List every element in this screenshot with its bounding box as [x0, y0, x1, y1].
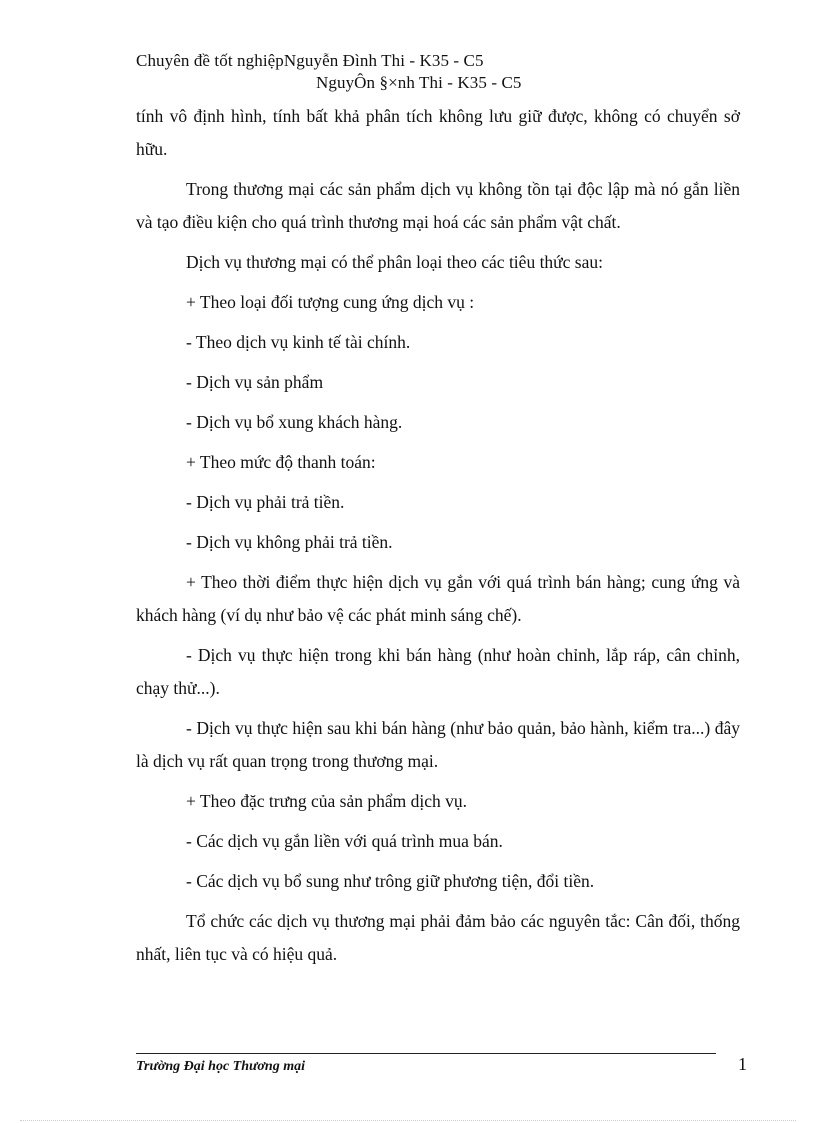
paragraph: tính vô định hình, tính bất khả phân tích không lưu giữ được, không có chuyển sở hữu. — [136, 106, 740, 159]
list-item: - Dịch vụ thực hiện trong khi bán hàng (như hoàn chỉnh, lắp ráp, cân chỉnh, chạy thử...). — [136, 645, 740, 698]
list-item: + Theo thời điểm thực hiện dịch vụ gắn với quá trình bán hàng; cung ứng và khách hàng (ví dụ như bảo vệ các phát minh sáng chế). — [136, 572, 740, 625]
list-item: - Dịch vụ phải trả tiền. — [186, 492, 345, 512]
page-bottom-border — [20, 1120, 796, 1121]
paragraph: Trong thương mại các sản phẩm dịch vụ không tồn tại độc lập mà nó gắn liền và tạo điều kiện cho quá trình thương mại hoá các sản phẩm vật chất. — [136, 179, 740, 232]
list-item: - Theo dịch vụ kinh tế tài chính. — [186, 332, 411, 352]
list-item: - Dịch vụ bổ xung khách hàng. — [186, 412, 403, 432]
list-item: + Theo loại đối tượng cung ứng dịch vụ : — [186, 292, 475, 312]
header-line-1: Chuyên đề tốt nghiệpNguyễn Đình Thi - K35 - C5 — [136, 51, 484, 70]
footer-divider — [136, 1053, 716, 1054]
page-number: 1 — [738, 1054, 747, 1074]
list-item: - Dịch vụ thực hiện sau khi bán hàng (như bảo quản, bảo hành, kiểm tra...) đây là dịch vụ rất quan trọng trong thương mại. — [136, 718, 740, 771]
list-item: + Theo đặc trưng của sản phẩm dịch vụ. — [186, 791, 467, 811]
footer-school-name: Trường Đại học Thương mại — [136, 1059, 305, 1074]
list-item: - Các dịch vụ bổ sung như trông giữ phương tiện, đổi tiền. — [186, 871, 595, 891]
page-header — [136, 50, 521, 94]
list-item: - Dịch vụ không phải trả tiền. — [186, 532, 393, 552]
list-item: - Các dịch vụ gắn liền với quá trình mua bán. — [186, 831, 503, 851]
list-item: + Theo mức độ thanh toán: — [186, 452, 376, 472]
list-item: - Dịch vụ sản phẩm — [186, 372, 324, 392]
paragraph: Tổ chức các dịch vụ thương mại phải đảm bảo các nguyên tắc: Cân đối, thống nhất, liên tục và có hiệu quả. — [136, 911, 740, 964]
header-line-2: NguyÔn §×nh Thi - K35 - C5 — [316, 73, 522, 92]
paragraph: Dịch vụ thương mại có thể phân loại theo các tiêu thức sau: — [186, 252, 603, 272]
document-body — [136, 100, 740, 971]
